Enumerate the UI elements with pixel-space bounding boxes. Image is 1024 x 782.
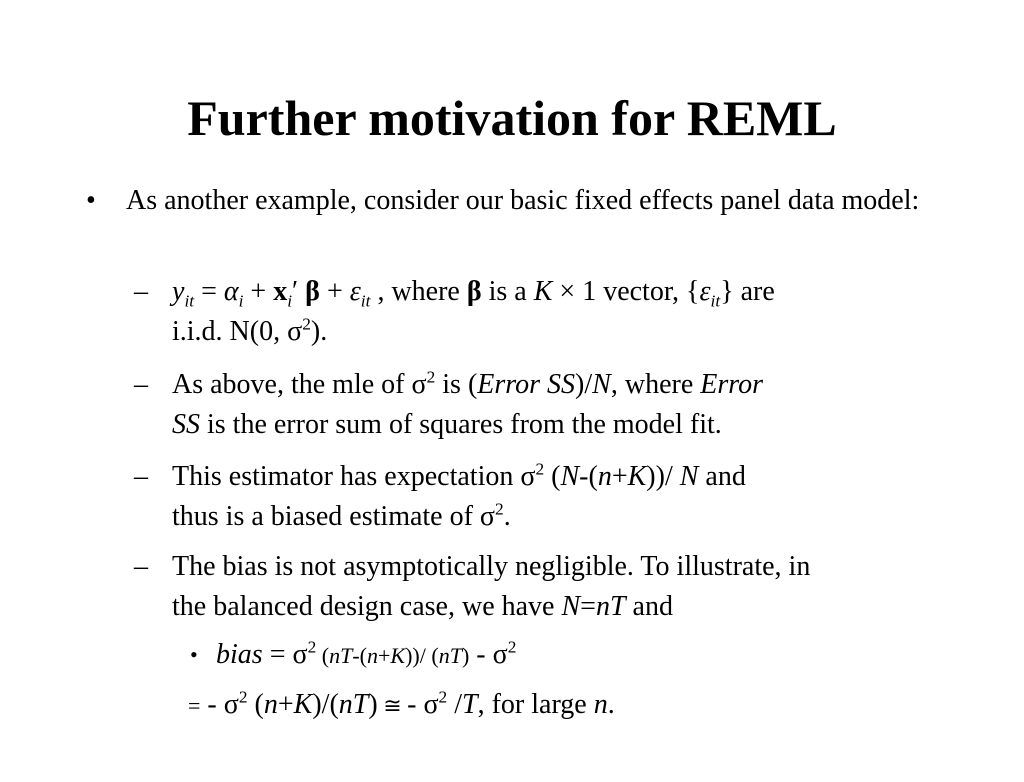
bullet-text: As another example, consider our basic fixed effects panel data model: [126, 185, 920, 216]
dash-marker: – [134, 276, 148, 307]
dash-marker: – [134, 461, 148, 492]
sub-bullet-bias [134, 547, 952, 627]
bias-approximation: = - $\sigma^2$ (n+K)/(nT) ≅ - $\sigma^2$ /T, for large n. [188, 687, 615, 720]
bullet-marker: • [190, 642, 198, 667]
dash-marker: – [134, 369, 148, 400]
bullet-marker: • [86, 185, 96, 216]
sub-bullet-mle [134, 365, 952, 445]
bias-formula [190, 635, 916, 676]
dash-marker: – [134, 551, 148, 582]
bias-equation: bias = $\sigma^2$ (nT-(n+K))/ $(nT) - \sigma^2$ [216, 637, 517, 670]
sub-bullet-model-equation [134, 272, 952, 352]
mle-text: As above, the mle of $\sigma^2$ is (Error SS)/N, where Error SS is the error sum of squares from the model fit. [172, 367, 764, 440]
bullet-panel-model [86, 181, 946, 221]
slide-title: Further motivation for REML [187, 90, 837, 146]
model-equation: $y_{it} = \alpha_i + x_i'$ $\beta + \varepsilon_{it}$ , where β is a K × 1 vector, $\{\varepsilon_{it}\}$ are i.i.d. N(0, $\sigma^2$). [172, 276, 775, 347]
sub-bullet-expectation [134, 457, 952, 537]
bias-text: The bias is not asymptotically negligible. To illustrate, in the balanced design case, we have N=nT and [172, 551, 811, 622]
expectation-text: This estimator has expectation $\sigma^2$ (N-(n+K))/ N and thus is a biased estimate of $\sigma^2$. [172, 459, 746, 532]
